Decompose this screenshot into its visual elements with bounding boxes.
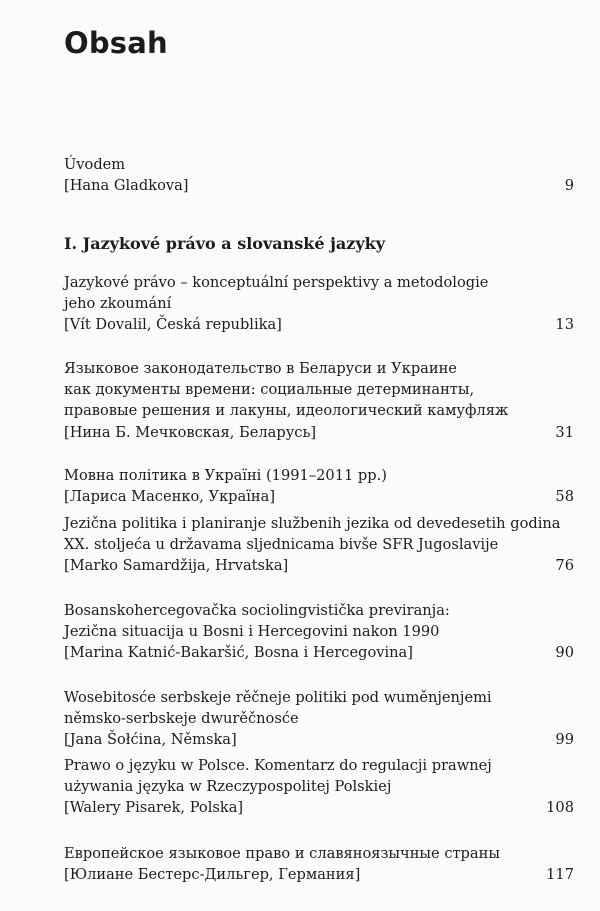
toc-entry: [64, 600, 574, 664]
toc-entry: [64, 465, 574, 507]
page-number: 76: [555, 557, 574, 575]
entry-author: [Walery Pisarek, Polska]: [64, 799, 244, 817]
entry-title: Jazykové právo – konceptuální perspektivy a metodologie: [64, 274, 489, 291]
entry-author: [Нина Б. Мечковская, Беларусь]: [64, 423, 317, 441]
page-number: 99: [555, 731, 574, 749]
entry-title: jeho zkoumání: [64, 295, 172, 313]
entry-title: как документы времени: социальные детерминанты,: [64, 381, 475, 399]
page-number: 13: [555, 316, 574, 334]
entry-title: Úvodem: [64, 156, 126, 173]
entry-title: Bosanskohercegovačka sociolingvistička previranja:: [64, 602, 450, 619]
entry-author: [Marko Samardžija, Hrvatska]: [64, 557, 289, 575]
page-title: Obsah: [64, 26, 168, 60]
toc-entry: [64, 358, 574, 443]
page-number: 108: [546, 799, 574, 817]
page-number: 58: [555, 488, 574, 506]
toc-entry: [64, 687, 574, 751]
entry-title: Европейское языковое право и славяноязычные страны: [64, 845, 500, 862]
entry-title: Мовна політика в Україні (1991–2011 рр.): [64, 467, 387, 484]
section-heading: I. Jazykové právo a slovanské jazyky: [64, 234, 386, 253]
entry-author: [Vít Dovalil, Česká republika]: [64, 316, 282, 334]
page-number: 90: [555, 644, 574, 662]
toc-entry: [64, 755, 574, 819]
toc-entry: [64, 513, 574, 577]
entry-title: Jezična politika i planiranje službenih jezika od devedesetih godina: [64, 515, 561, 532]
entry-title: Языковое законодательство в Беларуси и Украине: [64, 360, 457, 377]
toc-entry: [64, 843, 574, 885]
entry-title: němsko-serbskeje dwurěčnosće: [64, 710, 299, 728]
page-number: 31: [555, 423, 574, 441]
entry-title: Wosebitosće serbskeje rěčneje politiki pod wuměnjenjemi: [64, 689, 492, 706]
entry-title: Prawo o języku w Polsce. Komentarz do regulacji prawnej: [64, 757, 492, 774]
entry-author: [Jana Šołćina, Němska]: [64, 731, 237, 749]
entry-title: Jezična situacija u Bosni i Hercegovini nakon 1990: [64, 623, 440, 641]
toc-entry: [64, 272, 574, 336]
entry-title: правовые решения и лакуны, идеологический камуфляж: [64, 402, 509, 420]
entry-author: [Лариса Масенко, Україна]: [64, 488, 276, 506]
entry-title: XX. stoljeća u državama sljednicama bivše SFR Jugoslavije: [64, 536, 499, 554]
toc-entry-intro: [64, 154, 574, 196]
entry-author: [Hana Gladkova]: [64, 177, 189, 195]
entry-author: [Юлиане Бестерс-Дильгер, Германия]: [64, 866, 361, 884]
page-number: 117: [546, 866, 574, 884]
entry-author: [Marina Katnić-Bakaršić, Bosna i Hercegovina]: [64, 644, 413, 662]
entry-title: używania języka w Rzeczypospolitej Polskiej: [64, 778, 392, 796]
page-number: 9: [564, 177, 574, 195]
